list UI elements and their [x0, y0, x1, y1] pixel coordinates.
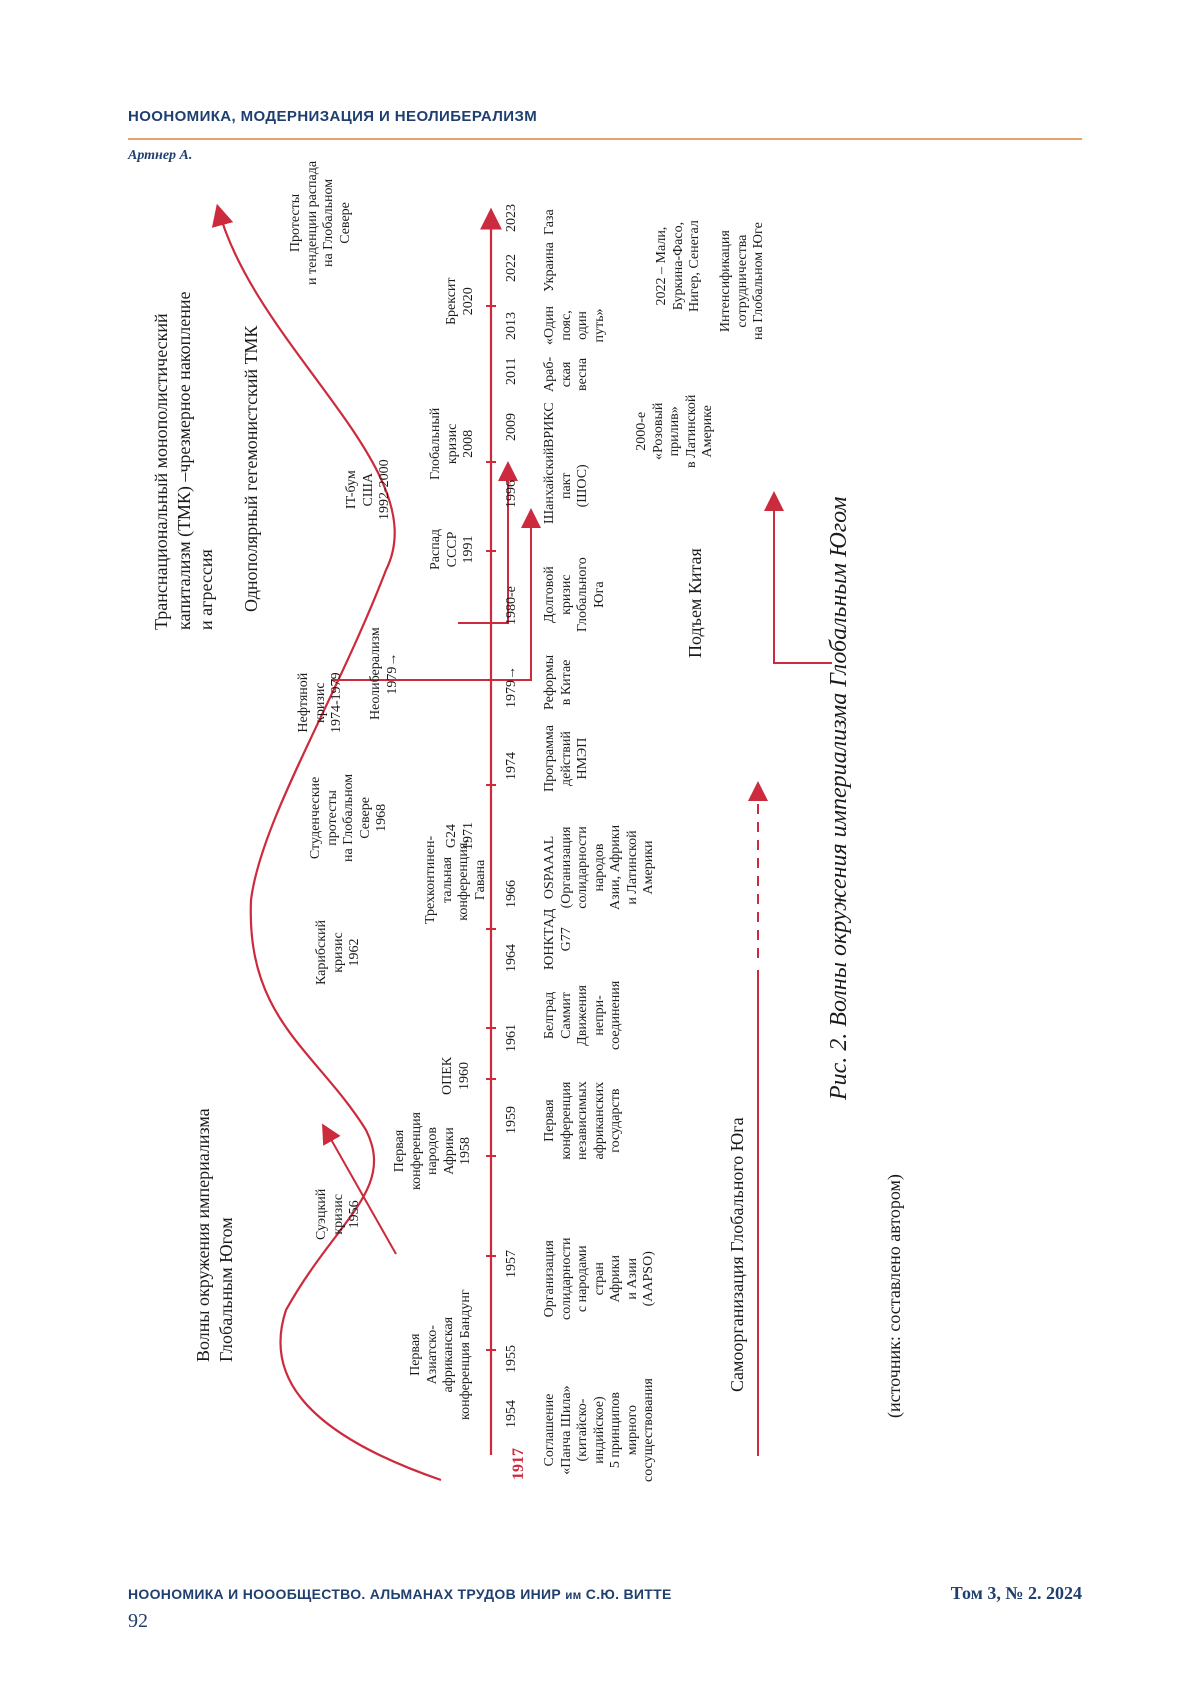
text-line: и Латинской	[624, 830, 640, 905]
africa-peoples-conference	[392, 1112, 475, 1190]
text-line: африканских	[591, 1081, 607, 1160]
text-line: НМЭП	[575, 737, 591, 780]
text-line: Программа	[542, 725, 557, 792]
year-label: 1954	[504, 1400, 519, 1428]
text-line: Глобального	[575, 557, 591, 632]
text-line: 1958	[458, 1137, 474, 1165]
caribbean-crisis	[314, 920, 364, 985]
text-line: пакт	[558, 472, 574, 500]
sahel-states	[654, 220, 704, 312]
text-line: государств	[608, 1088, 624, 1153]
opec	[440, 1057, 473, 1095]
text-line: 2022 – Мали,	[654, 226, 669, 306]
text-line: сосуществования	[641, 1378, 657, 1482]
text-line: Нефтяной	[296, 672, 311, 733]
text-line: G77	[558, 927, 574, 952]
year-label: 1964	[504, 944, 519, 972]
text-line: 1960	[456, 1061, 472, 1090]
journal-section-title: НООНОМИКА, МОДЕРНИЗАЦИЯ И НЕОЛИБЕРАЛИЗМ	[128, 108, 538, 125]
text-line: ская	[558, 361, 574, 388]
year-label: 2023	[504, 204, 519, 232]
text-line: Студенческие	[308, 776, 323, 860]
text-line: Организация	[542, 1240, 557, 1318]
waves-label-line: Глобальным Югом	[215, 1217, 236, 1362]
text-line: 1991	[461, 535, 477, 564]
text-line: непри-	[591, 995, 607, 1036]
year-label: 1974	[504, 752, 519, 780]
text-line: ЮНКТАД	[542, 908, 557, 970]
text-line: Реформы	[542, 654, 557, 710]
debt-crisis	[542, 557, 608, 632]
text-line: прилив»	[667, 406, 683, 457]
text-line: (китайско-	[575, 1398, 591, 1462]
text-line: IT-бум	[344, 470, 359, 510]
text-line: соединения	[608, 980, 624, 1050]
text-line: кризис	[558, 574, 574, 615]
china-rise-arrow	[774, 495, 832, 663]
oil-crisis	[296, 672, 346, 733]
text-line: кризис	[444, 423, 460, 465]
text-line: солидарности	[575, 826, 591, 909]
text-line: Африки	[441, 1127, 457, 1175]
text-line: СССР	[444, 531, 460, 568]
text-line: Америки	[641, 840, 657, 895]
text-line: 2008	[461, 429, 477, 458]
text-line: 1974-1979	[329, 672, 345, 733]
footer-almanac-im: им	[565, 1589, 582, 1602]
pancha-shila	[542, 1378, 658, 1482]
text-line: конференция	[408, 1112, 424, 1190]
text-line: Трехконтинен-	[423, 835, 438, 924]
year-label: 1980-е	[504, 586, 519, 625]
aapso	[542, 1237, 658, 1320]
text-line: Шанхайский	[542, 447, 557, 524]
text-line: Нигер, Сенегал	[687, 220, 703, 312]
text-line: с народами	[575, 1245, 591, 1313]
text-line: народов	[425, 1126, 441, 1176]
text-line: 2020	[460, 287, 476, 316]
text-line: Распад	[428, 528, 443, 570]
text-line: кризис	[312, 682, 328, 723]
text-line: Первая	[408, 1333, 423, 1376]
china-reforms	[542, 655, 575, 710]
text-line: «Розовый	[650, 402, 666, 461]
text-line: (AAPSO)	[641, 1251, 657, 1307]
brics: ВРИКС	[542, 402, 557, 448]
text-line: 1968	[374, 803, 390, 832]
text-line: 1956	[347, 1200, 363, 1229]
arab-spring	[542, 357, 592, 392]
text-line: Африки	[608, 1255, 624, 1303]
text-line: на Глобальном	[341, 773, 357, 862]
text-line: OSPAAAL	[542, 835, 557, 900]
text-line: Юга	[591, 581, 607, 608]
figure-source: (источник: составлено автором)	[884, 1174, 904, 1418]
text-line: 1979→	[384, 652, 400, 695]
text-line: кризис	[330, 932, 346, 973]
year-label: 1966	[504, 880, 519, 908]
text-line: путь»	[591, 308, 607, 343]
text-line: «Один	[542, 305, 557, 345]
tmk-label-line: капитализм (ТМК) –чрезмерное накопление	[173, 291, 194, 630]
text-line: Неолиберализм	[368, 627, 383, 720]
text-line: Брексит	[444, 277, 459, 325]
text-line: Глобальный	[428, 407, 443, 480]
text-line: США	[360, 472, 376, 507]
tmk-label	[150, 292, 218, 631]
text-line: Долговой	[542, 566, 557, 624]
text-line: Севере	[337, 202, 353, 244]
unipolar-label: Однополярный гегемонистский ТМК	[241, 325, 261, 612]
text-line: Севере	[357, 797, 373, 839]
text-line: Первая	[542, 1099, 557, 1142]
belgrade-summit	[542, 981, 625, 1050]
author-name: Артнер А.	[128, 148, 193, 163]
g24	[444, 822, 477, 850]
text-line: Соглашение	[542, 1393, 557, 1467]
text-line: народов	[591, 843, 607, 892]
suez-crisis	[314, 1189, 364, 1240]
student-protests	[308, 774, 391, 862]
text-line: стран	[591, 1262, 607, 1296]
year-label: 1955	[504, 1345, 519, 1373]
text-line: пояс,	[558, 310, 574, 341]
text-line: конференция Бандунг	[457, 1289, 473, 1420]
footer-almanac	[128, 1586, 672, 1602]
sco-pact	[542, 448, 592, 524]
text-line: ОПЕК	[440, 1056, 455, 1095]
text-line: 1971	[460, 822, 476, 850]
text-line: 1962	[347, 938, 363, 967]
page-number: 92	[128, 1610, 148, 1632]
china-rise-label: Подъем Китая	[685, 548, 705, 658]
text-line: Первая	[392, 1129, 407, 1173]
waves-label-line: Волны окружения империализма	[193, 1108, 213, 1362]
text-line: Белград	[542, 991, 557, 1040]
ukraine: Украина	[542, 242, 557, 292]
figure-caption: Рис. 2. Волны окружения империализма Глобальным Югом	[826, 496, 852, 1100]
first-african-states-conference	[542, 1081, 625, 1160]
text-line: Интенсификация	[718, 230, 733, 333]
text-line: солидарности	[558, 1237, 574, 1320]
text-line: один	[575, 311, 591, 340]
neoliberalism	[368, 627, 401, 720]
year-label: 1996	[504, 480, 519, 508]
text-line: действий	[558, 731, 574, 786]
text-line: в Китае	[558, 659, 574, 706]
text-line: конференция,	[456, 839, 472, 921]
text-line: G24	[444, 823, 459, 849]
text-line: мирного	[624, 1404, 640, 1456]
text-line: (Организация	[558, 826, 574, 909]
unctad-g77	[542, 909, 575, 970]
text-line: Араб-	[542, 356, 557, 392]
text-line: Карибский	[314, 920, 329, 985]
text-line: Америке	[700, 405, 716, 458]
text-line: на Глобальном	[321, 178, 337, 268]
self-org-label: Самоорганизация Глобального Юга	[727, 1117, 747, 1392]
text-line: весна	[575, 357, 591, 391]
text-line: на Глобальном Юге	[751, 222, 767, 340]
text-line: Азии, Африки	[608, 824, 624, 910]
waves-label	[192, 1108, 237, 1362]
text-line: кризис	[330, 1194, 346, 1235]
text-line: Протесты	[288, 193, 303, 253]
tmk-label-line: Транснациональный монополистический	[151, 313, 171, 630]
gaza: Газа	[542, 209, 557, 235]
south-cooperation	[718, 222, 768, 340]
text-line: протесты	[324, 790, 340, 846]
year-label: 1957	[504, 1250, 519, 1278]
text-line: Буркина-Фасо,	[670, 221, 686, 311]
nieo-program	[542, 725, 592, 792]
year-label: 1961	[504, 1024, 519, 1052]
footer-almanac-text: НООНОМИКА И НОООБЩЕСТВО. АЛЬМАНАХ ТРУДОВ ИНИР	[128, 1586, 561, 1602]
text-line: в Латинской	[683, 394, 699, 468]
belt-and-road	[542, 306, 608, 345]
protests-north	[288, 161, 354, 285]
text-line: 2000-е	[634, 411, 649, 451]
text-line: 1992-2000	[377, 459, 393, 520]
year-label: 2011	[504, 357, 519, 385]
bandung-conference	[408, 1289, 474, 1420]
text-line: Гавана	[472, 859, 488, 901]
figure-timeline	[151, 160, 916, 1520]
text-line: тальная	[439, 856, 455, 904]
text-line: и тенденции распада	[304, 160, 320, 285]
text-line: (ШОС)	[575, 464, 591, 508]
year-label: 2009	[504, 413, 519, 441]
ussr-collapse	[428, 529, 478, 570]
it-boom	[344, 459, 394, 520]
text-line: сотрудничества	[734, 234, 750, 328]
text-line: Суэцкий	[314, 1188, 329, 1240]
text-line: Движения	[575, 985, 591, 1046]
year-label: 2013	[504, 312, 519, 340]
tmk-label-line: и агрессия	[196, 549, 216, 630]
year-label: 1979→	[504, 666, 519, 708]
text-line: «Панча Шила»	[558, 1385, 574, 1475]
global-crisis	[428, 408, 478, 480]
header-rule	[128, 138, 1082, 140]
text-line: Саммит	[558, 991, 574, 1039]
text-line: и Азии	[624, 1257, 640, 1300]
text-line: конференция	[558, 1081, 574, 1160]
year-label: 2022	[504, 254, 519, 282]
pink-tide	[634, 395, 717, 468]
footer-volume: Том 3, № 2. 2024	[950, 1583, 1082, 1603]
text-line: Азиатско-	[424, 1325, 440, 1385]
brexit	[444, 277, 477, 325]
text-line: африканская	[441, 1316, 457, 1393]
start-year: 1917	[510, 1448, 527, 1480]
year-label: 1959	[504, 1106, 519, 1134]
footer-almanac-end: С.Ю. ВИТТЕ	[585, 1586, 672, 1602]
ospaaal	[542, 825, 658, 910]
text-line: индийское)	[591, 1396, 607, 1464]
text-line: независимых	[575, 1081, 591, 1160]
text-line: 5 принципов	[608, 1392, 624, 1469]
